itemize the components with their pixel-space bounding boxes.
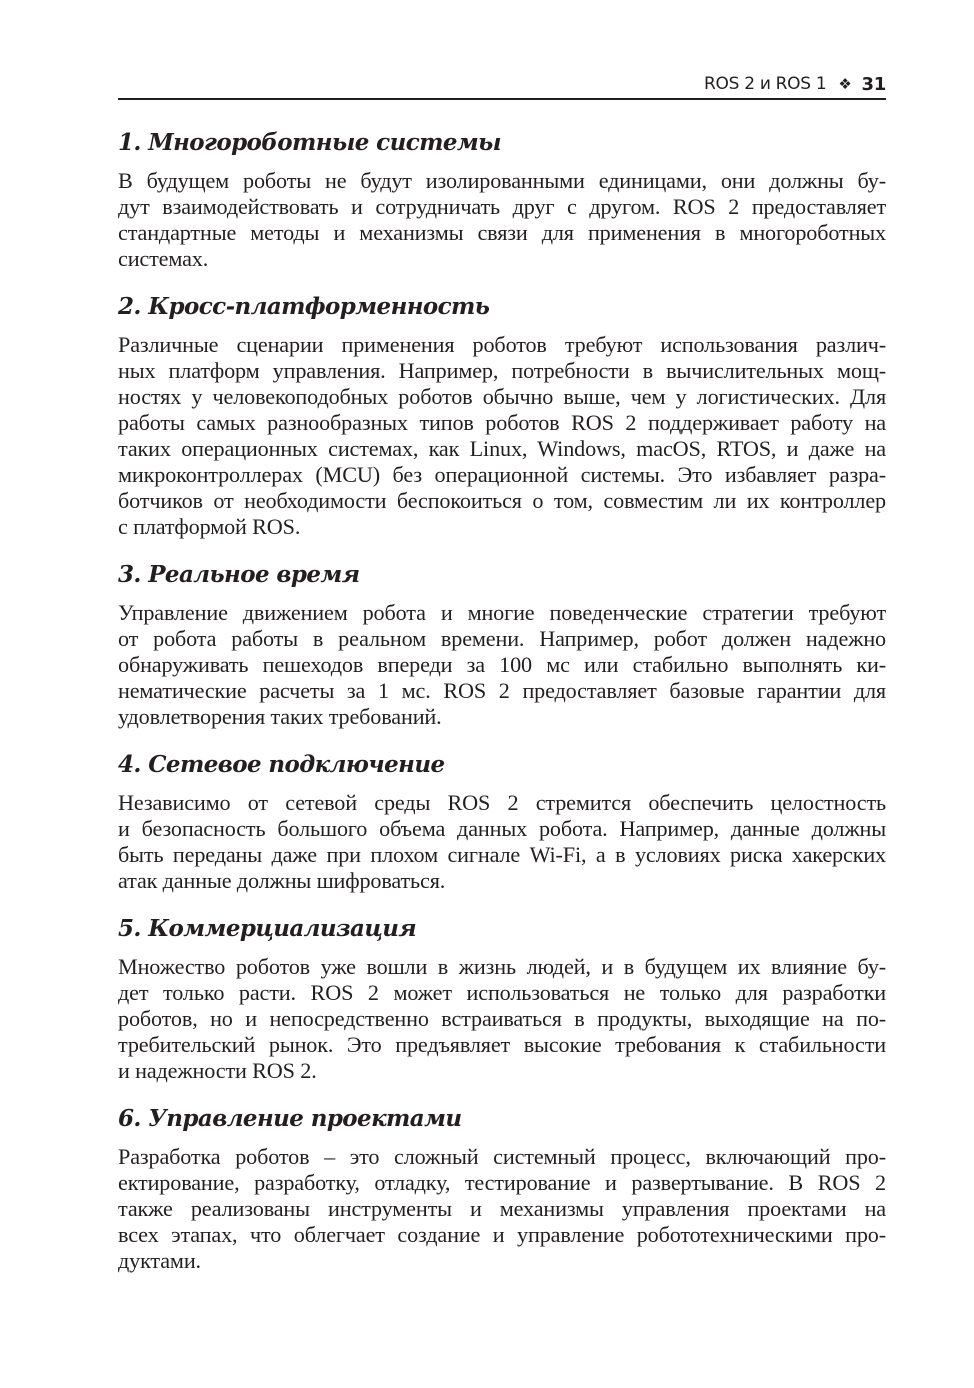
text-line: системах. [118, 246, 209, 271]
text-line: дут взаимодействовать и сотрудничать друг с другом. ROS 2 предоставляет [118, 194, 886, 219]
header-rule [118, 98, 886, 100]
text-line: нематические расчеты за 1 мс. ROS 2 предоставляет базовые гарантии для [118, 678, 886, 703]
text-line: дет только расти. ROS 2 может использоваться не только для разработки [118, 980, 886, 1005]
text-line: Разработка роботов – это сложный системный процесс, включающий про- [118, 1144, 886, 1169]
text-line: также реализованы инструменты и механизмы управления проектами на [118, 1196, 886, 1221]
section-heading: 4. Сетевое подключение [118, 751, 445, 778]
text-line: Различные сценарии применения роботов требуют использования различ- [118, 332, 886, 357]
page-content [118, 126, 886, 1292]
text-line: ектирование, разработку, отладку, тестирование и развертывание. В ROS 2 [118, 1170, 886, 1195]
section-cross-platform [118, 290, 886, 540]
text-line: роботов, но и непосредственно встраиваться в продукты, выходящие на по- [118, 1006, 886, 1031]
text-line: В будущем роботы не будут изолированными единицами, они должны бу- [118, 168, 886, 193]
section-paragraph [118, 332, 886, 540]
text-line: от робота работы в реальном времени. Например, робот должен надежно [118, 626, 886, 651]
text-line: быть переданы даже при плохом сигнале Wi-Fi, а в условиях риска хакерских [118, 842, 886, 867]
section-heading: 1. Многороботные системы [118, 129, 501, 156]
section-heading: 6. Управление проектами [118, 1105, 462, 1132]
section-heading: 5. Коммерциализация [118, 915, 417, 942]
running-title: ROS 2 и ROS 1 [704, 74, 827, 94]
text-line: удовлетворения таких требований. [118, 704, 442, 729]
section-networking [118, 748, 886, 894]
section-multi-robot [118, 126, 886, 272]
text-line: ностях у человекоподобных роботов обычно выше, чем у логистических. Для [118, 384, 886, 409]
text-line: требительский рынок. Это предъявляет высокие требования к стабильности [118, 1032, 886, 1057]
section-paragraph [118, 600, 886, 730]
text-line: микроконтроллерах (MCU) без операционной системы. Это избавляет разра- [118, 462, 886, 487]
section-project-management [118, 1102, 886, 1274]
text-line: ботчиков от необходимости беспокоиться о том, совместим ли их контроллер [118, 488, 886, 513]
text-line: дуктами. [118, 1248, 201, 1273]
running-header [704, 70, 886, 98]
section-paragraph [118, 790, 886, 894]
fleuron-separator-icon: ❖ [838, 75, 852, 93]
text-line: с платформой ROS. [118, 514, 301, 539]
text-line: обнаруживать пешеходов впереди за 100 мс или стабильно выполнять ки- [118, 652, 886, 677]
text-line: Управление движением робота и многие поведенческие стратегии требуют [118, 600, 886, 625]
page-number: 31 [861, 73, 886, 95]
text-line: ных платформ управления. Например, потребности в вычислительных мощ- [118, 358, 886, 383]
text-line: и надежности ROS 2. [118, 1058, 317, 1083]
text-line: Множество роботов уже вошли в жизнь людей, и в будущем их влияние бу- [118, 954, 886, 979]
text-line: работы самых разнообразных типов роботов ROS 2 поддерживает работу на [118, 410, 886, 435]
section-heading: 3. Реальное время [118, 561, 360, 588]
text-line: всех этапах, что облегчает создание и управление робототехническими про- [118, 1222, 886, 1247]
text-line: атак данные должны шифроваться. [118, 868, 446, 893]
text-line: и безопасность большого объема данных робота. Например, данные должны [118, 816, 886, 841]
section-heading: 2. Кросс-платформенность [118, 293, 490, 320]
section-commercialization [118, 912, 886, 1084]
section-paragraph [118, 168, 886, 272]
section-paragraph [118, 1144, 886, 1274]
section-paragraph [118, 954, 886, 1084]
section-real-time [118, 558, 886, 730]
text-line: стандартные методы и механизмы связи для применения в многороботных [118, 220, 886, 245]
text-line: Независимо от сетевой среды ROS 2 стремится обеспечить целостность [118, 790, 886, 815]
text-line: таких операционных системах, как Linux, Windows, macOS, RTOS, и даже на [118, 436, 886, 461]
